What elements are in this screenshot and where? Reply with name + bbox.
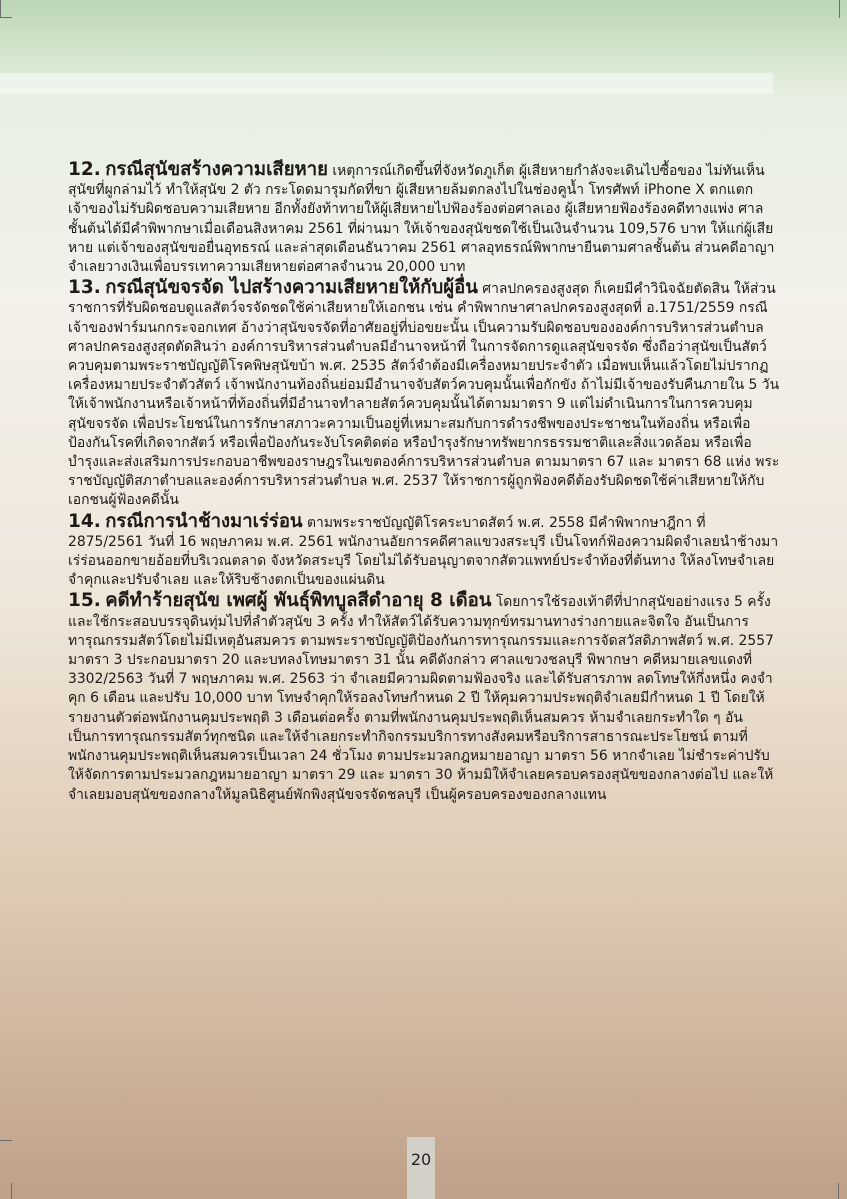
section-15 [68, 591, 780, 804]
crop-mark-top-left-h [0, 17, 12, 18]
section-heading: คดีทำร้ายสุนัข เพศผู้ พันธุ์พิทบูลสีดำอายุ 8 เดือน [105, 590, 492, 612]
section-heading: กรณีสุนัขสร้างความเสียหาย [105, 159, 328, 180]
section-number: 13. [68, 277, 101, 299]
section-12 [68, 160, 780, 277]
section-heading: กรณีสุนัขจรจัด ไปสร้างความเสียหายให้กับผู้อื่น [105, 277, 478, 299]
crop-mark-top-left [0, 0, 1, 18]
section-body: ศาลปกครองสูงสุด ก็เคยมีคำวินิจฉัยตัดสิน ให้ส่วนราชการที่รับผิดชอบดูแลสัตว์จรจัดชดใช้ค่าเสียหายให้เอกชน เช่น คำพิพากษาศาลปกครองสูงสุดที่ อ.1751/2559 กรณีเจ้าของฟาร์มนกกระจอกเทศ อ้างว่าสุนัขจรจัดที่อาศัยอยู่ที่บ่อขยะนั้น เป็นความรับผิดชอบขององค์การบริหารส่วนตำบล ศาลปกครองสูงสุดตัดสินว่า องค์การบริหารส่วนตำบลมีอำนาจหน้าที่ ในการจัดการดูแลสุนัขจรจัด ซึ่งถือว่าสุนัขเป็นสัตว์ควบคุมตามพระราชบัญญัติโรคพิษสุนัขบ้า พ.ศ. 2535 สัตว์จำต้องมีเครื่องหมายประจำตัว เมื่อพบเห็นแล้วโดยไม่ปรากฏเครื่องหมายประจำตัวสัตว์ เจ้าพนักงานท้องถิ่นย่อมมีอำนาจจับสัตว์ควบคุมนั้นเพื่อกักขัง ถ้าไม่มีเจ้าของรับคืนภายใน 5 วัน ให้เจ้าพนักงานหรือเจ้าหน้าที่ท้องถิ่นที่มีอำนาจทำลายสัตว์ควบคุมนั้นได้ตามมาตรา 9 แต่ไม่ดำเนินการในการควบคุมสุนัขจรจัด เพื่อประโยชน์ในการรักษาสภาวะความเป็นอยู่ที่เหมาะสมกับการดำรงชีพของประชาชนในท้องถิ่น หรือเพื่อป้องกันโรคที่เกิดจากสัตว์ หรือเพื่อป้องกันระงับโรคติดต่อ หรือบำรุงรักษาทรัพยากรธรรมชาติและสิ่งแวดล้อม หรือเพื่อบำรุงและส่งเสริมการประกอบอาชีพของราษฎรในเขตองค์การบริหารส่วนตำบล ตามมาตรา 67 และ มาตรา 68 แห่ง พระราชบัญญัติสภาตำบลและองค์การบริหารส่วนตำบล พ.ศ. 2537 ให้ราชการผู้ถูกฟ้องคดีต้องรับผิดชดใช้ค่าเสียหายให้กับเอกชนผู้ฟ้องคดีนั้น [68, 281, 780, 509]
section-body: เหตุการณ์เกิดขึ้นที่จังหวัดภูเก็ต ผู้เสียหายกำลังจะเดินไปซื้อของ ไม่ทันเห็นสุนัขที่ผูกล่ามไว้ ทำให้สุนัข 2 ตัว กระโดดมารุมกัดที่ขา ผู้เสียหายล้มตกลงไปในช่องคูน้ำ โทรศัพท์ iPhone X ตกแตก เจ้าของไม่รับผิดชอบความเสียหาย อีกทั้งยังท้าทายให้ผู้เสียหายไปฟ้องร้องต่อศาลเอง ผู้เสียหายฟ้องร้องคดีทางแพ่ง ศาลชั้นต้นได้มีคำพิพากษาเมื่อเดือนสิงหาคม 2561 ที่ผ่านมา ให้เจ้าของสุนัขชดใช้เป็นเงินจำนวน 109,576 บาท ให้แก่ผู้เสียหาย แต่เจ้าของสุนัขขอยื่นอุทธรณ์ และล่าสุดเดือนธันวาคม 2561 ศาลอุทธรณ์พิพากษายืนตามศาลชั้นต้น ส่วนคดีอาญาจำเลยวางเงินเพื่อบรรเทาความเสียหายต่อศาลจำนวน 20,000 บาท [68, 163, 775, 276]
section-number: 14. [68, 510, 101, 532]
section-14 [68, 512, 780, 591]
header-stripe [0, 73, 773, 94]
section-body: ตามพระราชบัญญัติโรคระบาดสัตว์ พ.ศ. 2558 มีคำพิพากษาฎีกา ที่ 2875/2561 วันที่ 16 พฤษภาคม พ.ศ. 2561 พนักงานอัยการคดีศาลแขวงสระบุรี เป็นโจทก์ฟ้องความผิดจำเลยนำช้างมาเร่ร่อนออกขายอ้อยที่บริเวณตลาด จังหวัดสระบุรี โดยไม่ได้รับอนุญาตจากสัตวแพทย์ประจำท้องที่ต้นทาง ให้ลงโทษจำเลยจำคุกและปรับจำเลย และให้ริบช้างตกเป็นของแผ่นดิน [68, 514, 779, 589]
crop-mark-bottom-left [11, 1183, 12, 1199]
section-number: 12. [68, 159, 101, 180]
crop-mark-top-right [839, 0, 840, 18]
section-heading: กรณีการนำช้างมาเร่ร่อน [105, 510, 303, 532]
content [68, 160, 780, 806]
section-number: 15. [68, 590, 101, 612]
section-body: โดยการใช้รองเท้าตีที่ปากสุนัขอย่างแรง 5 ครั้ง และใช้กระสอบบรรจุดินทุ่มไปที่ลำตัวสุนัข 3 ครั้ง ทำให้สัตว์ได้รับความทุกข์ทรมานทางร่างกายและจิตใจ อันเป็นการทารุณกรรมสัตว์โดยไม่มีเหตุอันสมควร ตามพระราชบัญญัติป้องกันการทารุณกรรมและการจัดสวัสดิภาพสัตว์ พ.ศ. 2557 มาตรา 3 ประกอบมาตรา 20 และบทลงโทษมาตรา 31 นั้น คดีดังกล่าว ศาลแขวงชลบุรี พิพากษา คดีหมายเลขแดงที่ 3302/2563 วันที่ 7 พฤษภาคม พ.ศ. 2563 ว่า จำเลยมีความผิดตามฟ้องจริง และได้รับสารภาพ ลดโทษให้กึ่งหนึ่ง คงจำคุก 6 เดือน และปรับ 10,000 บาท โทษจำคุกให้รอลงโทษกำหนด 2 ปี ให้คุมความประพฤติจำเลยมีกำหนด 1 ปี โดยให้รายงานตัวต่อพนักงานคุมประพฤติ 3 เดือนต่อครั้ง ตามที่พนักงานคุมประพฤติเห็นสมควร ห้ามจำเลยกระทำใด ๆ อันเป็นการทารุณกรรมสัตว์ทุกชนิด และให้จำเลยกระทำกิจกรรมบริการทางสังคมหรือบริการสาธารณะประโยชน์ ตามที่พนักงานคุมประพฤติเห็นสมควรเป็นเวลา 24 ชั่วโมง ตามประมวลกฎหมายอาญา มาตรา 56 หากจำเลย ไม่ชำระค่าปรับ ให้จัดการตามประมวลกฎหมายอาญา มาตรา 29 และ มาตรา 30 ห้ามมิให้จำเลยครอบครองสุนัขของกลางต่อไป และให้จำเลยมอบสุนัขของกลางให้มูลนิธิศูนย์พักพิงสุนัขจรจัดชลบุรี เป็นผู้ครอบครองของกลางแทน [68, 594, 774, 803]
page-number: 20 [410, 1150, 432, 1169]
section-13 [68, 278, 780, 510]
crop-mark-bottom-right [838, 1183, 839, 1199]
crop-mark-left-edge [0, 1140, 12, 1141]
